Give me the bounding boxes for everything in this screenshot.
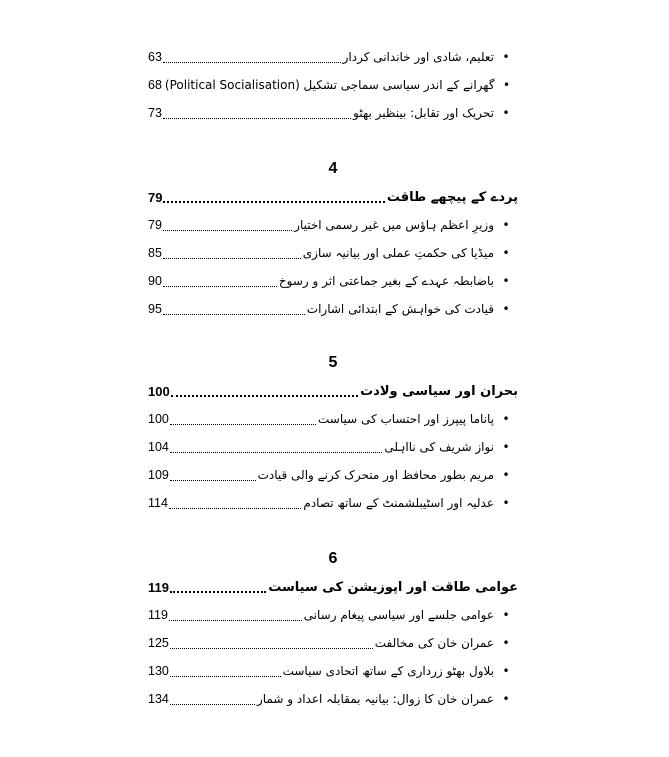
page-number: 100 <box>148 383 170 399</box>
toc-intro-list <box>148 46 518 130</box>
page-number: 119 <box>148 608 168 622</box>
dot-leader <box>170 648 373 649</box>
page-number: 79 <box>148 189 163 205</box>
entry-title: گھرانے کے اندر سیاسی سماجی تشکیل (Political Socialisation) <box>164 78 495 92</box>
page-number: 90 <box>148 274 162 288</box>
bullet-icon: • <box>502 468 510 482</box>
entry-title: نواز شریف کی نااہلی <box>384 440 494 454</box>
toc-entry[interactable] <box>148 102 518 124</box>
toc-entry[interactable] <box>148 688 518 710</box>
chapter-title: بحران اور سیاسی ولادت <box>360 383 518 399</box>
chapter-header-entry[interactable] <box>148 380 518 402</box>
entry-title: میڈیا کی حکمتِ عملی اور بیانیہ سازی <box>302 246 494 260</box>
dot-leader <box>170 676 281 677</box>
page-number: 104 <box>148 440 169 454</box>
entry-title: وزیرِ اعظم ہاؤس میں غیر رسمی اختیار <box>294 218 494 232</box>
bullet-icon: • <box>502 50 510 64</box>
entry-title: بلاول بھٹو زرداری کے ساتھ اتحادی سیاست <box>282 664 494 678</box>
bullet-icon: • <box>502 302 510 316</box>
entry-title: باضابطہ عہدے کے بغیر جماعتی اثر و رسوخ <box>278 274 494 288</box>
page-number: 125 <box>148 636 169 650</box>
dot-leader <box>170 591 266 593</box>
chapter-number: 6 <box>328 550 338 567</box>
toc-entry[interactable] <box>148 270 518 292</box>
toc-entry[interactable] <box>148 298 518 320</box>
dot-leader <box>163 286 277 287</box>
dot-leader <box>170 480 256 481</box>
entry-title: عوامی جلسے اور سیاسی پیغام رسانی <box>303 608 494 622</box>
bullet-icon: • <box>502 664 510 678</box>
chapter-section <box>148 576 518 716</box>
bullet-icon: • <box>502 496 510 510</box>
page-number: 114 <box>148 496 168 510</box>
entry-title: تحریک اور تقابل: بینظیر بھٹو <box>353 106 494 120</box>
entry-title: تعلیم، شادی اور خاندانی کردار <box>342 50 494 64</box>
page-number: 134 <box>148 692 169 706</box>
chapter-title: پردے کے پیچھے طاقت <box>386 189 518 205</box>
page-number: 63 <box>148 50 162 64</box>
chapter-section <box>148 186 518 326</box>
toc-entry[interactable] <box>148 408 518 430</box>
dot-leader <box>163 258 301 259</box>
toc-entry[interactable] <box>148 242 518 264</box>
dot-leader <box>171 395 358 397</box>
toc-entry[interactable] <box>148 464 518 486</box>
page-number: 130 <box>148 664 169 678</box>
entry-title: عمران خان کی مخالفت <box>374 636 494 650</box>
chapter-header-entry[interactable] <box>148 186 518 208</box>
dot-leader <box>169 620 302 621</box>
dot-leader <box>163 62 341 63</box>
dot-leader <box>170 424 316 425</box>
toc-entry[interactable] <box>148 74 518 96</box>
dot-leader <box>163 230 292 231</box>
bullet-icon: • <box>502 636 510 650</box>
dot-leader <box>163 118 351 119</box>
chapter-title: عوامی طاقت اور اپوزیشن کی سیاست <box>268 579 518 595</box>
dot-leader <box>170 704 255 705</box>
toc-entry[interactable] <box>148 436 518 458</box>
toc-entry[interactable] <box>148 46 518 68</box>
bullet-icon: • <box>502 412 510 426</box>
toc-entry[interactable] <box>148 604 518 626</box>
entry-title: عمران خان کا زوال: بیانیہ بمقابلہ اعداد و شمار <box>257 692 494 706</box>
entry-title: مریم بطور محافظ اور متحرک کرنے والی قیادت <box>257 468 494 482</box>
chapter-number: 4 <box>328 160 338 177</box>
toc-entry[interactable] <box>148 492 518 514</box>
page-number: 73 <box>148 106 162 120</box>
bullet-icon: • <box>502 608 510 622</box>
toc-entry[interactable] <box>148 660 518 682</box>
page-number: 68 <box>148 78 162 92</box>
page-number: 95 <box>148 302 162 316</box>
dot-leader <box>163 201 384 203</box>
page-number: 85 <box>148 246 162 260</box>
entry-title: پاناما پیپرز اور احتساب کی سیاست <box>318 412 494 426</box>
page-number: 100 <box>148 412 169 426</box>
bullet-icon: • <box>502 246 510 260</box>
bullet-icon: • <box>503 78 511 92</box>
entry-title: عدلیہ اور اسٹیبلشمنٹ کے ساتھ تصادم <box>303 496 494 510</box>
chapter-number: 5 <box>328 354 338 371</box>
bullet-icon: • <box>502 274 510 288</box>
dot-leader <box>163 314 305 315</box>
bullet-icon: • <box>502 106 510 120</box>
chapter-header-entry[interactable] <box>148 576 518 598</box>
entry-title: قیادت کی خواہش کے ابتدائی اشارات <box>306 302 494 316</box>
toc-entry[interactable] <box>148 214 518 236</box>
dot-leader <box>170 452 383 453</box>
page-number: 79 <box>148 218 162 232</box>
dot-leader <box>169 508 301 509</box>
chapter-section <box>148 380 518 520</box>
bullet-icon: • <box>502 440 510 454</box>
page-number: 109 <box>148 468 169 482</box>
toc-entry[interactable] <box>148 632 518 654</box>
page-number: 119 <box>148 579 169 595</box>
bullet-icon: • <box>502 692 510 706</box>
bullet-icon: • <box>502 218 510 232</box>
